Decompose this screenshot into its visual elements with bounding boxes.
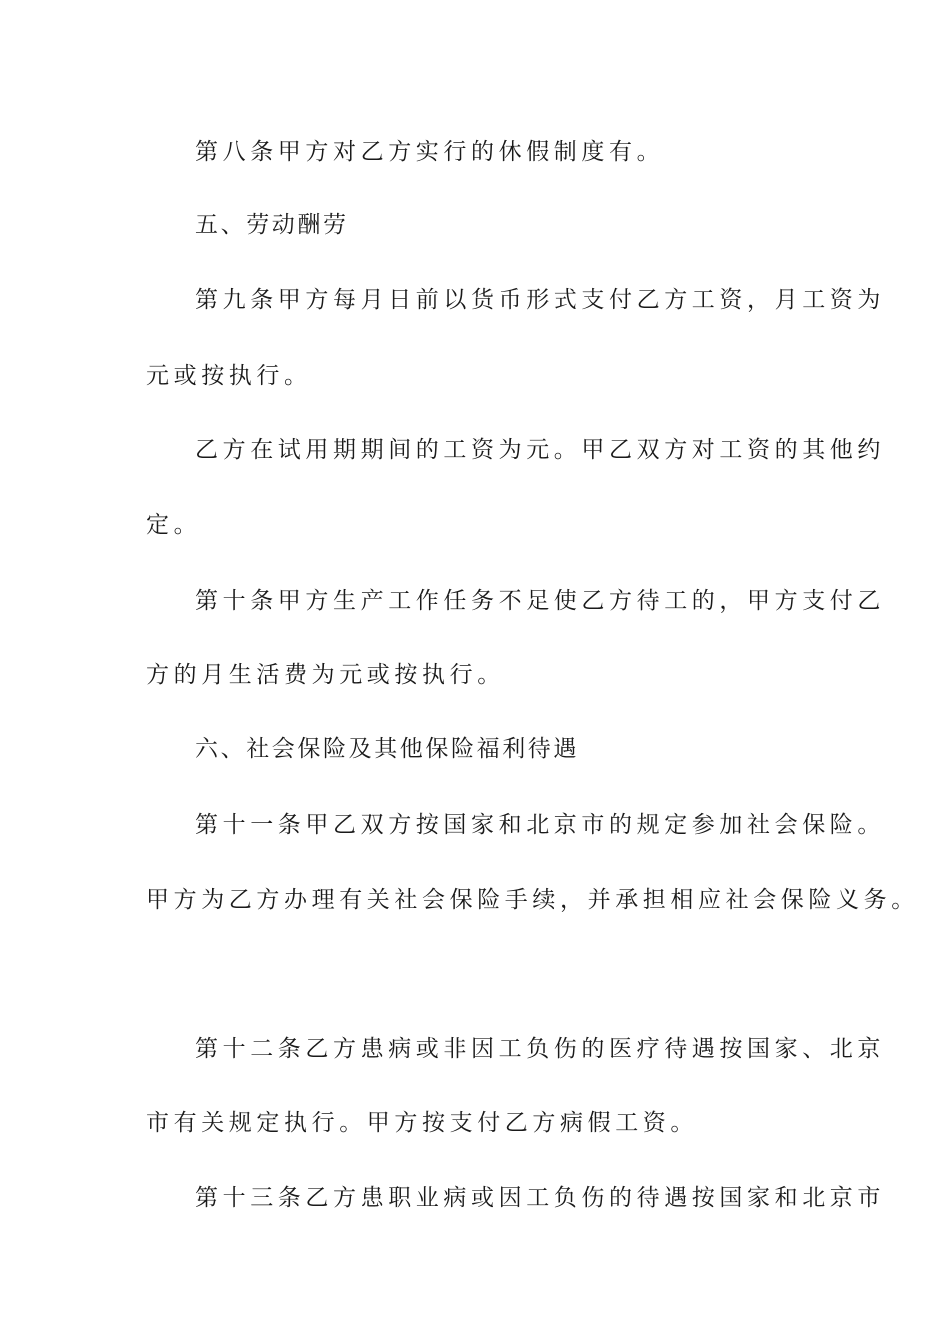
article-8-line-1: 第八条甲方对乙方实行的休假制度有。 — [195, 139, 665, 165]
article-10-line-1: 第十条甲方生产工作任务不足使乙方待工的，甲方支付乙 — [195, 588, 885, 614]
article-10-line-2: 方的月生活费为元或按执行。 — [146, 662, 505, 688]
article-11-line-1: 第十一条甲乙双方按国家和北京市的规定参加社会保险。 — [195, 812, 885, 838]
probation-wage-line-1: 乙方在试用期期间的工资为元。甲乙双方对工资的其他约 — [195, 437, 885, 463]
section-5-heading: 五、劳动酬劳 — [195, 212, 349, 238]
article-13-line-1: 第十三条乙方患职业病或因工负伤的待遇按国家和北京市 — [195, 1185, 885, 1211]
article-9-line-2: 元或按执行。 — [146, 363, 312, 389]
article-12-line-1: 第十二条乙方患病或非因工负伤的医疗待遇按国家、北京 — [195, 1036, 885, 1062]
article-9-line-1: 第九条甲方每月日前以货币形式支付乙方工资，月工资为 — [195, 287, 885, 313]
article-12-line-2: 市有关规定执行。甲方按支付乙方病假工资。 — [146, 1110, 698, 1136]
probation-wage-line-2: 定。 — [146, 512, 202, 538]
section-6-heading: 六、社会保险及其他保险福利待遇 — [195, 736, 579, 762]
article-11-line-2: 甲方为乙方办理有关社会保险手续，并承担相应社会保险义务。 — [146, 887, 919, 913]
